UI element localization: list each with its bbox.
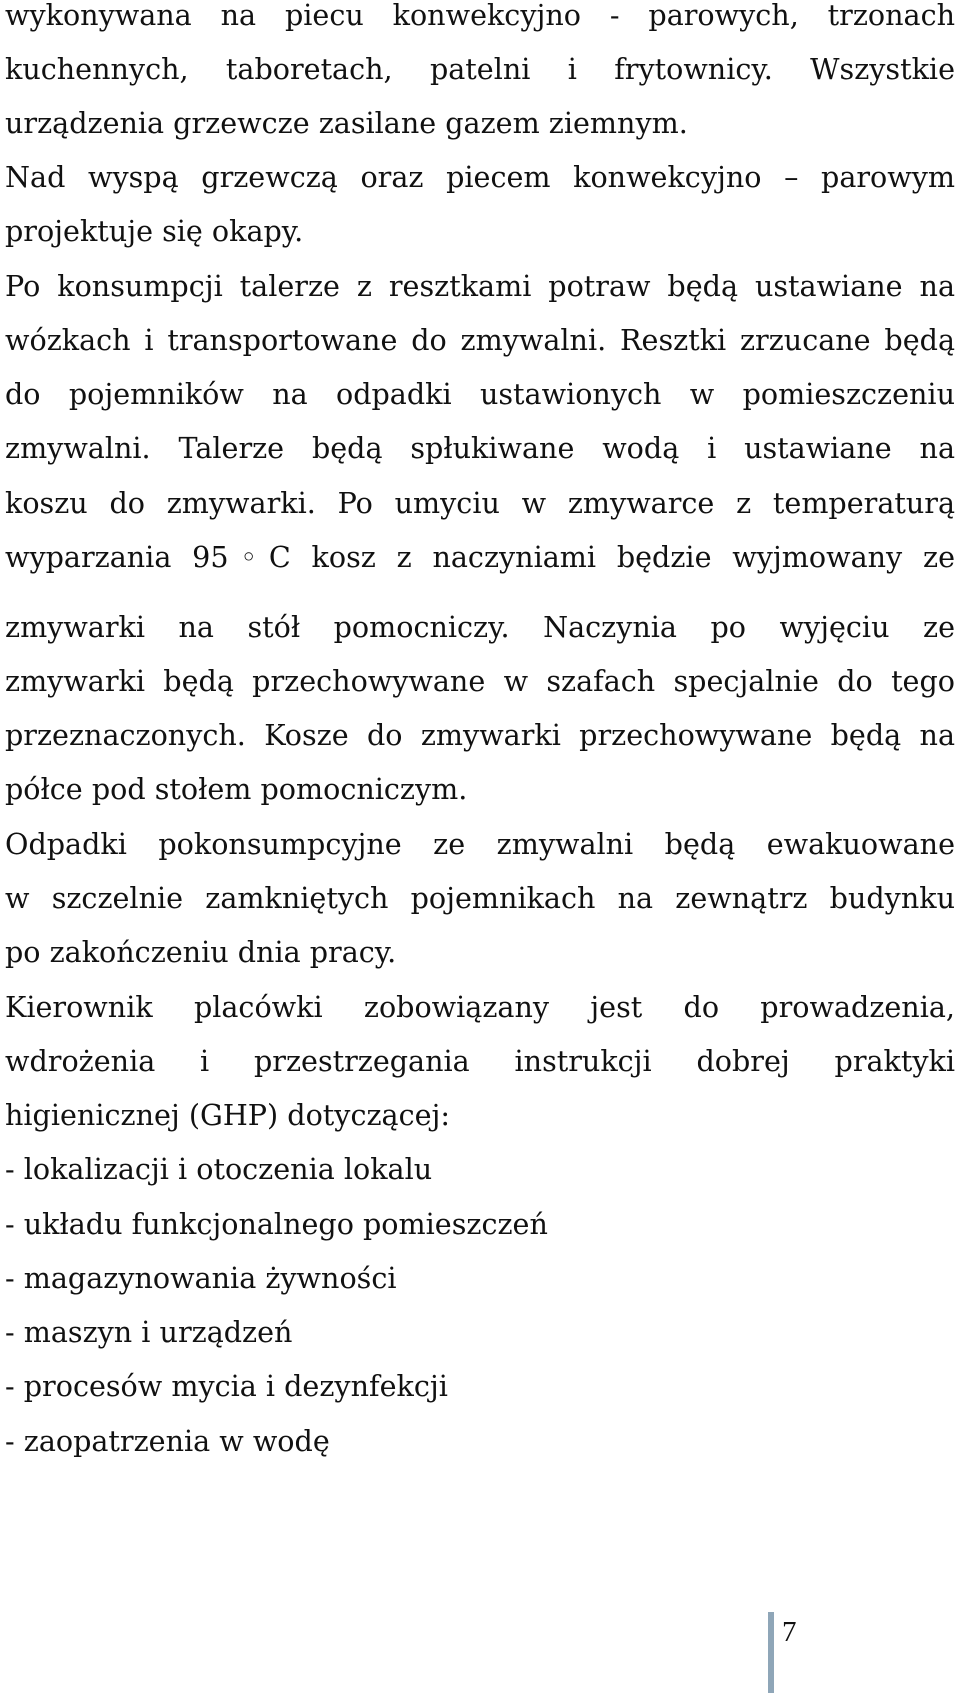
list-item: - układu funkcjonalnego pomieszczeń bbox=[5, 1207, 548, 1241]
list-item: - magazynowania żywności bbox=[5, 1261, 397, 1295]
text-line: Nad wyspą grzewczą oraz piecem konwekcyjno – parowym bbox=[5, 160, 955, 194]
text-line: Odpadki pokonsumpcyjne ze zmywalni będą ewakuowane bbox=[5, 827, 955, 861]
page-footer bbox=[768, 1612, 848, 1693]
text-line: zmywarki na stół pomocniczy. Naczynia po wyjęciu ze bbox=[5, 610, 955, 644]
list-item: - lokalizacji i otoczenia lokalu bbox=[5, 1152, 433, 1186]
text-line: kuchennych, taboretach, patelni i frytownicy. Wszystkie bbox=[5, 52, 955, 86]
text-line: zmywalni. Talerze będą spłukiwane wodą i ustawiane na bbox=[5, 431, 955, 465]
list-item: - procesów mycia i dezynfekcji bbox=[5, 1369, 448, 1403]
text-line: do pojemników na odpadki ustawionych w pomieszczeniu bbox=[5, 377, 955, 411]
text-line: Po konsumpcji talerze z resztkami potraw będą ustawiane na bbox=[5, 269, 955, 303]
list-item: - zaopatrzenia w wodę bbox=[5, 1424, 330, 1458]
page-number-bar bbox=[768, 1612, 774, 1693]
text-line: wyparzania 95◦C kosz z naczyniami będzie wyjmowany ze bbox=[5, 540, 955, 574]
text-line: higienicznej (GHP) dotyczącej: bbox=[5, 1098, 451, 1132]
text-line: wdrożenia i przestrzegania instrukcji dobrej praktyki bbox=[5, 1044, 955, 1078]
text-line: w szczelnie zamkniętych pojemnikach na zewnątrz budynku bbox=[5, 881, 955, 915]
text-line: projektuje się okapy. bbox=[5, 214, 304, 248]
text-line: po zakończeniu dnia pracy. bbox=[5, 935, 397, 969]
text-line: wózkach i transportowane do zmywalni. Resztki zrzucane będą bbox=[5, 323, 955, 357]
list-item: - maszyn i urządzeń bbox=[5, 1315, 293, 1349]
page-number: 7 bbox=[782, 1616, 797, 1648]
text-line: półce pod stołem pomocniczym. bbox=[5, 772, 468, 806]
text-line: urządzenia grzewcze zasilane gazem ziemnym. bbox=[5, 106, 688, 140]
text-line: wykonywana na piecu konwekcyjno - parowych, trzonach bbox=[5, 0, 955, 32]
text-line: Kierownik placówki zobowiązany jest do prowadzenia, bbox=[5, 990, 955, 1024]
text-line: zmywarki będą przechowywane w szafach specjalnie do tego bbox=[5, 664, 955, 698]
text-line: przeznaczonych. Kosze do zmywarki przechowywane będą na bbox=[5, 718, 955, 752]
text-line: koszu do zmywarki. Po umyciu w zmywarce z temperaturą bbox=[5, 486, 955, 520]
